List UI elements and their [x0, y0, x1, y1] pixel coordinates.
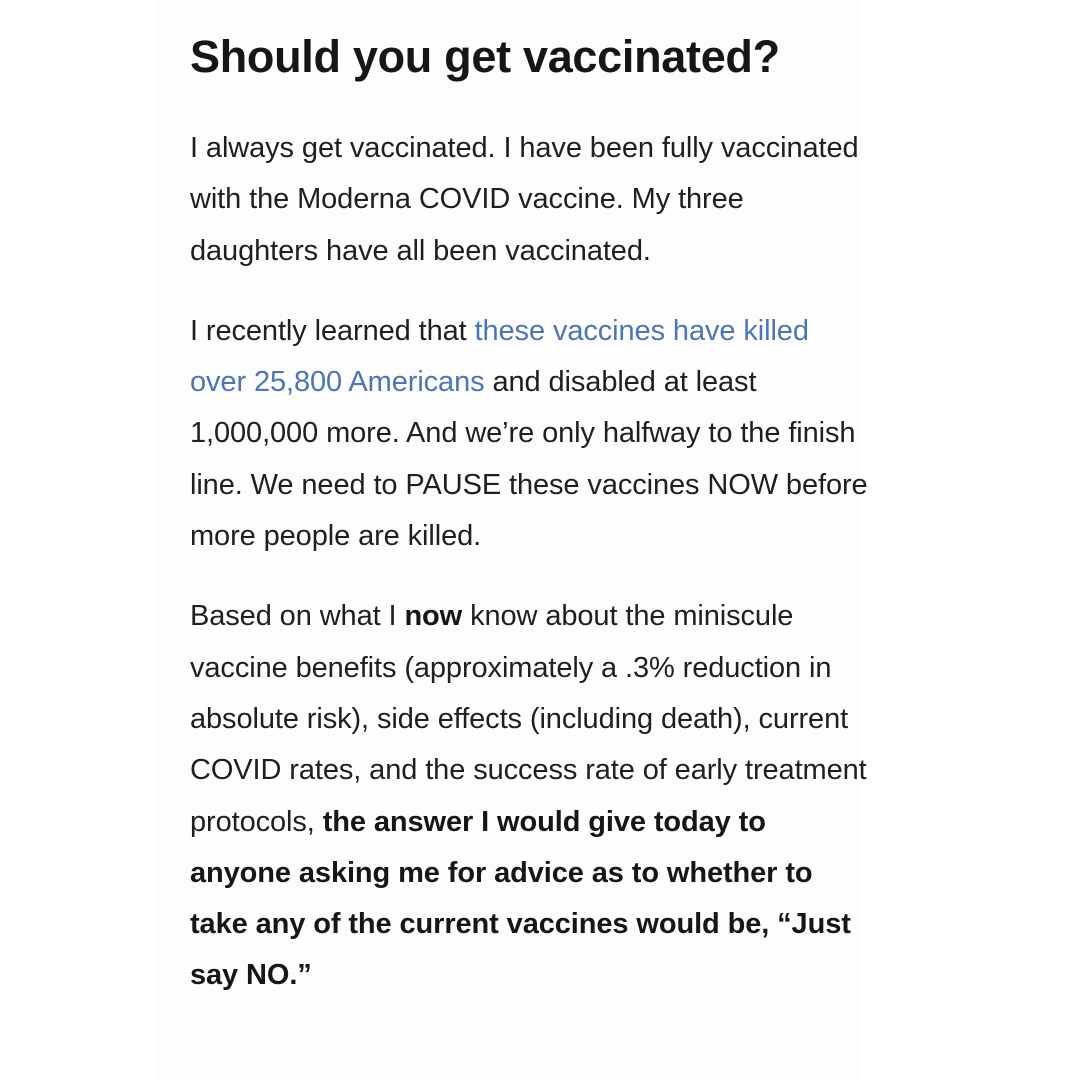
paragraph-text: Based on what I [190, 600, 405, 633]
bold-conclusion: the answer I would give today to anyone asking me for advice as to whether to take any of the current vaccines would be, “Just say NO.” [190, 805, 851, 992]
paragraph-text: know about the miniscule vaccine benefits (approximately a .3% reduction in absolute risk), side effects (including death), current COVID rates, and the success rate of early treatment protocols, [190, 600, 867, 838]
vaccine-deaths-link[interactable]: these vaccines have killed over 25,800 Americans [190, 314, 809, 399]
paragraph-text: I recently learned that [190, 314, 475, 347]
paragraph-advice [190, 591, 870, 1001]
emphasis-now: now [404, 600, 463, 633]
article-title: Should you get vaccinated? [190, 31, 780, 82]
paragraph-vaccination-status: I always get vaccinated. I have been fully vaccinated with the Moderna COVID vaccine. My three daughters have all been vaccinated. [190, 132, 859, 267]
paragraph-text: and disabled at least 1,000,000 more. And we’re only halfway to the finish line. We need to PAUSE these vaccines NOW before more people are killed. [190, 366, 868, 553]
article [190, 28, 870, 1002]
paragraph-vaccine-claims [190, 306, 870, 562]
